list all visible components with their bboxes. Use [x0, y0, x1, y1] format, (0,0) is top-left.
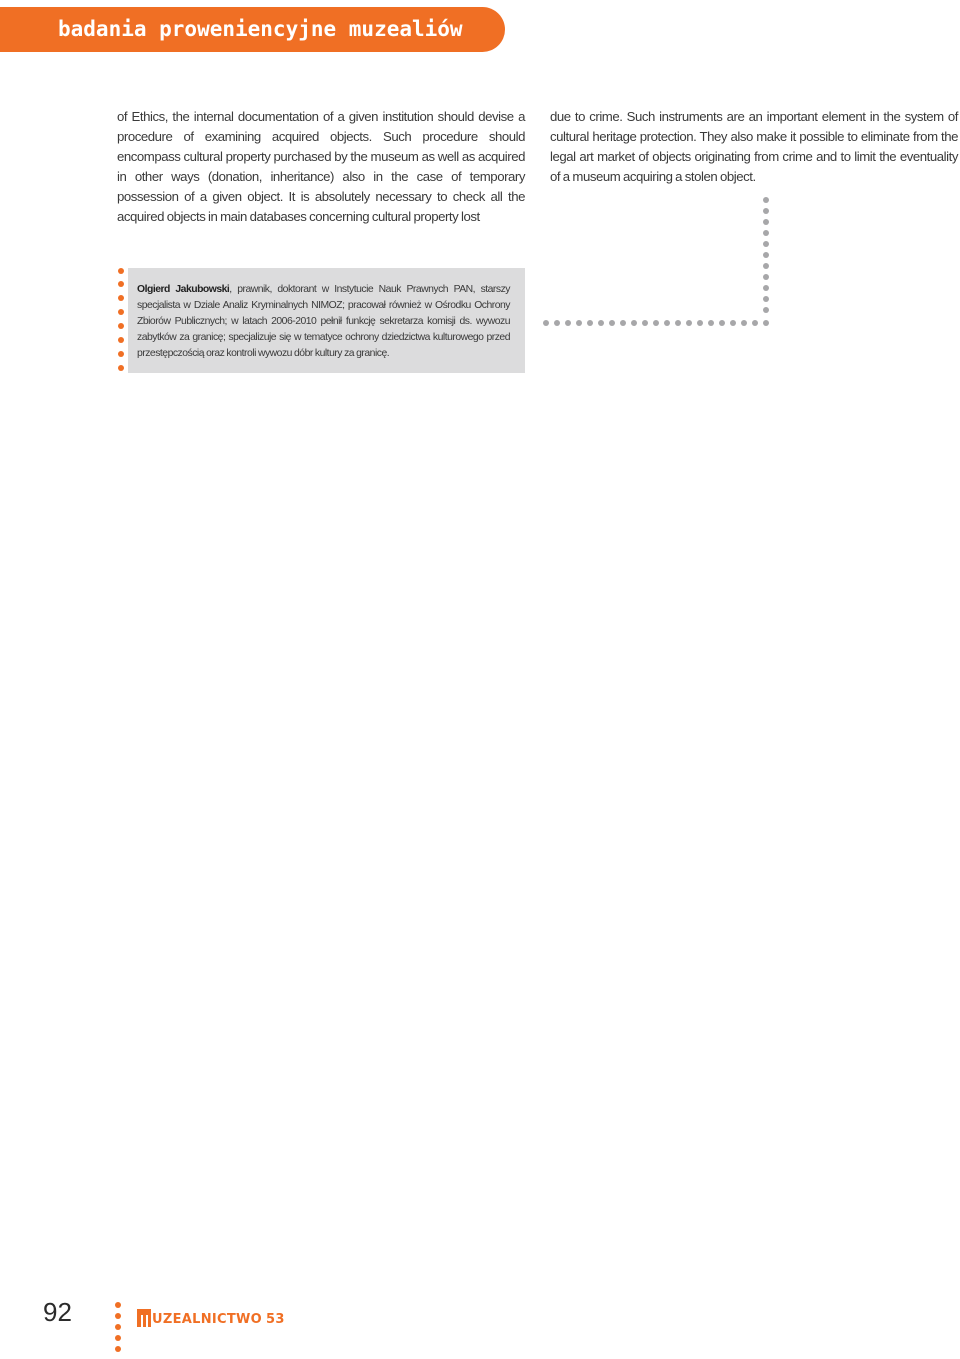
grey-dot	[642, 320, 648, 326]
grey-dot	[565, 320, 571, 326]
grey-dot	[631, 320, 637, 326]
logo-m-icon	[137, 1309, 151, 1327]
grey-dot	[763, 285, 769, 291]
magazine-logo	[137, 1305, 285, 1327]
grey-dot	[763, 274, 769, 280]
orange-dot	[118, 337, 124, 343]
body-paragraph-right: due to crime. Such instruments are an important element in the system of cultural heritage protection. They also make it possible to eliminate from the legal art market of objects originating from crime and to limit the eventuality of a museum acquiring a stolen object.	[550, 109, 958, 184]
orange-dot	[118, 281, 124, 287]
orange-dot	[115, 1302, 121, 1308]
grey-dot	[763, 252, 769, 258]
grey-dot	[763, 296, 769, 302]
author-bio-text: , prawnik, doktorant w Instytucie Nauk Prawnych PAN, starszy specjalista w Dziale Analiz Kryminalnych NIMOZ; pracował również w Ośrodku Ochrony Zbiorów Publicznych; w latach 2006-2010 pełnił funkcję sekretarza komisji ds. wywozu zabytków za granicę; specjalizuje się w tematyce ochrony dziedzictwa kulturowego przed przestępczością oraz kontroli wywozu dóbr kultury za granicę.	[137, 284, 510, 359]
orange-dot	[115, 1313, 121, 1319]
orange-dot	[118, 351, 124, 357]
page-number: 92	[43, 1297, 72, 1327]
body-paragraph-left: of Ethics, the internal documentation of a given institution should devise a procedure of examining acquired objects. Such procedure should encompass cultural property purchased by the museum as well as acquired in other ways (donation, inheritance) also in the case of temporary possession of a given object. It is absolutely necessary to check all the acquired objects in main databases concerning cultural property lost	[117, 109, 525, 224]
orange-dot	[118, 323, 124, 329]
orange-dot	[115, 1335, 121, 1341]
body-column-right	[550, 107, 958, 187]
orange-dot	[118, 365, 124, 371]
grey-dot	[730, 320, 736, 326]
orange-dot	[115, 1346, 121, 1352]
grey-dot	[763, 241, 769, 247]
grey-dot	[763, 230, 769, 236]
author-name: Olgierd Jakubowski	[137, 284, 230, 295]
orange-dot	[115, 1324, 121, 1330]
grey-dot	[543, 320, 549, 326]
grey-dot	[763, 219, 769, 225]
author-bio	[137, 282, 510, 362]
grey-dot	[763, 208, 769, 214]
grey-dot	[554, 320, 560, 326]
grey-dot	[763, 263, 769, 269]
logo-text: UZEALNICTWO	[152, 1312, 263, 1327]
grey-dot	[763, 307, 769, 313]
section-header-bar	[0, 7, 505, 52]
body-column-left	[117, 107, 525, 227]
grey-dot	[719, 320, 725, 326]
issue-number: 53	[266, 1312, 285, 1327]
grey-dot	[763, 320, 769, 326]
grey-dot	[576, 320, 582, 326]
section-title: badania proweniencyjne muzealiów	[58, 17, 463, 41]
grey-dot	[708, 320, 714, 326]
grey-dot	[697, 320, 703, 326]
grey-dot	[664, 320, 670, 326]
orange-dot	[118, 268, 124, 274]
grey-dot	[598, 320, 604, 326]
grey-dot	[686, 320, 692, 326]
grey-dot	[763, 197, 769, 203]
grey-dot	[752, 320, 758, 326]
grey-dot	[741, 320, 747, 326]
orange-dot	[118, 309, 124, 315]
grey-dot	[620, 320, 626, 326]
orange-dot	[118, 295, 124, 301]
grey-dot	[609, 320, 615, 326]
grey-dot	[587, 320, 593, 326]
grey-dot	[675, 320, 681, 326]
grey-dot	[653, 320, 659, 326]
